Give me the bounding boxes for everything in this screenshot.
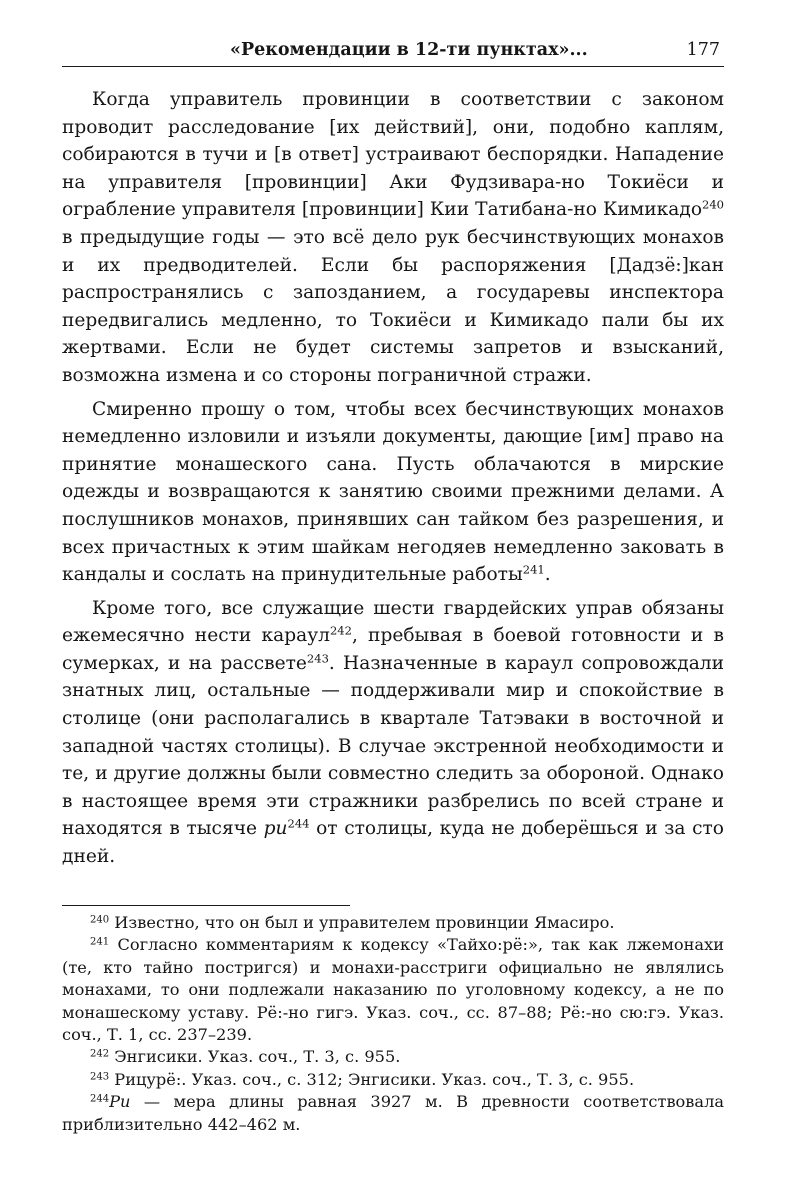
footnote-text: Известно, что он был и управителем провинции Ямасиро. xyxy=(109,913,615,932)
running-header xyxy=(62,38,724,67)
footnote-text: Энгисики. Указ. соч., Т. 3, с. 955. xyxy=(109,1047,401,1067)
footnote-term: Ри xyxy=(109,1092,131,1112)
paragraph-2-text-b: . xyxy=(544,564,551,586)
footnote-separator xyxy=(62,905,350,906)
footnote-ref-243: 243 xyxy=(306,651,329,666)
paragraph-3-text-b: , пребывая в боевой готовности и в сумерках, и на рассвете xyxy=(62,625,724,674)
main-text xyxy=(62,86,724,871)
footnote-number: 244 xyxy=(90,1093,110,1105)
paragraph-3 xyxy=(62,595,724,871)
footnote-number: 240 xyxy=(90,914,110,926)
footnote-242 xyxy=(62,1046,724,1068)
footnote-ref-240: 240 xyxy=(702,198,724,213)
paragraph-1-text-b: в предыдущие годы — это всё дело рук бесчинствующих монахов и их предводителей. Если бы распоряжения [Дадзё:]кан распространялись с запозданием, а государевы инспектора передвигались медленно, то Токиёси и Кимикадо пали бы их жертвами. Если не будет системы запретов и взысканий, возможна измена и со стороны пограничной стражи. xyxy=(62,226,724,386)
footnote-text: Согласно комментариям к кодексу «Тайхо:рё:», так как лжемонахи (те, кто тайно постригся) и монахи-расстриги официально не являлись монахами, то они подлежали наказанию по уголовному кодексу, а не по монашескому уставу. Рё:-но гигэ. Указ. соч., сс. 87–88; Рё:-но сю:гэ. Указ. соч., Т. 1, сс. 237–239. xyxy=(62,935,724,1045)
running-title: «Рекомендации в 12-ти пунктах»... xyxy=(230,40,588,60)
page-number: 177 xyxy=(686,40,720,60)
paragraph-2 xyxy=(62,396,724,589)
footnote-ref-241: 241 xyxy=(522,562,545,577)
paragraph-1-text-a: Когда управитель провинции в соответствии с законом проводит расследование [их действий], они, подобно каплям, собираются в тучи и [в ответ] устраивают беспорядки. Нападение на управителя [провинции] Аки Фудзивара-но Токиёси и ограбление управителя [провинции] Кии Татибана-но Кимикадо xyxy=(62,89,724,221)
footnote-text: — мера длины равная 3927 м. В древности соответствовала приблизительно 442–462 м. xyxy=(62,1092,724,1134)
footnote-240 xyxy=(62,912,724,934)
paragraph-3-text-d: от столицы, куда не доберёшься и за сто дней. xyxy=(62,818,724,868)
footnote-244 xyxy=(62,1091,724,1136)
footnote-ref-244: 244 xyxy=(287,817,310,832)
paragraph-3-text-a: Кроме того, все служащие шести гвардейских управ обязаны ежемесячно нести караул xyxy=(62,597,724,647)
footnote-ref-242: 242 xyxy=(329,623,352,638)
footnote-243 xyxy=(62,1069,724,1091)
footnote-241 xyxy=(62,934,724,1046)
footnote-text: Рицурё:. Указ. соч., с. 312; Энгисики. Указ. соч., Т. 3, с. 955. xyxy=(109,1069,635,1089)
footnote-number: 242 xyxy=(90,1048,110,1060)
footnotes xyxy=(62,912,724,1136)
paragraph-3-text-c: . Назначенные в караул сопровождали знатных лиц, остальные — поддерживали мир и спокойствие в столице (они располагались в квартале Татэваки в восточной и западной частях столицы). В случае экстренной необходимости и те, и другие должны были совместно следить за обороной. Однако в настоящее время эти стражники разбрелись по всей стране и находятся в тысяче xyxy=(62,652,724,840)
footnote-number: 241 xyxy=(90,936,110,948)
paragraph-1 xyxy=(62,86,724,390)
paragraph-2-text-a: Смиренно прошу о том, чтобы всех бесчинствующих монахов немедленно изловили и изъяли документы, дающие [им] право на принятие монашеского сана. Пусть облачаются в мирские одежды и возвращаются к занятию своими прежними делами. А послушников монахов, принявших сан тайком без разрешения, и всех причастных к этим шайкам негодяев немедленно заковать в кандалы и сослать на принудительные работы xyxy=(62,398,724,586)
footnote-number: 243 xyxy=(90,1071,110,1083)
term-ri: ри xyxy=(263,818,288,840)
